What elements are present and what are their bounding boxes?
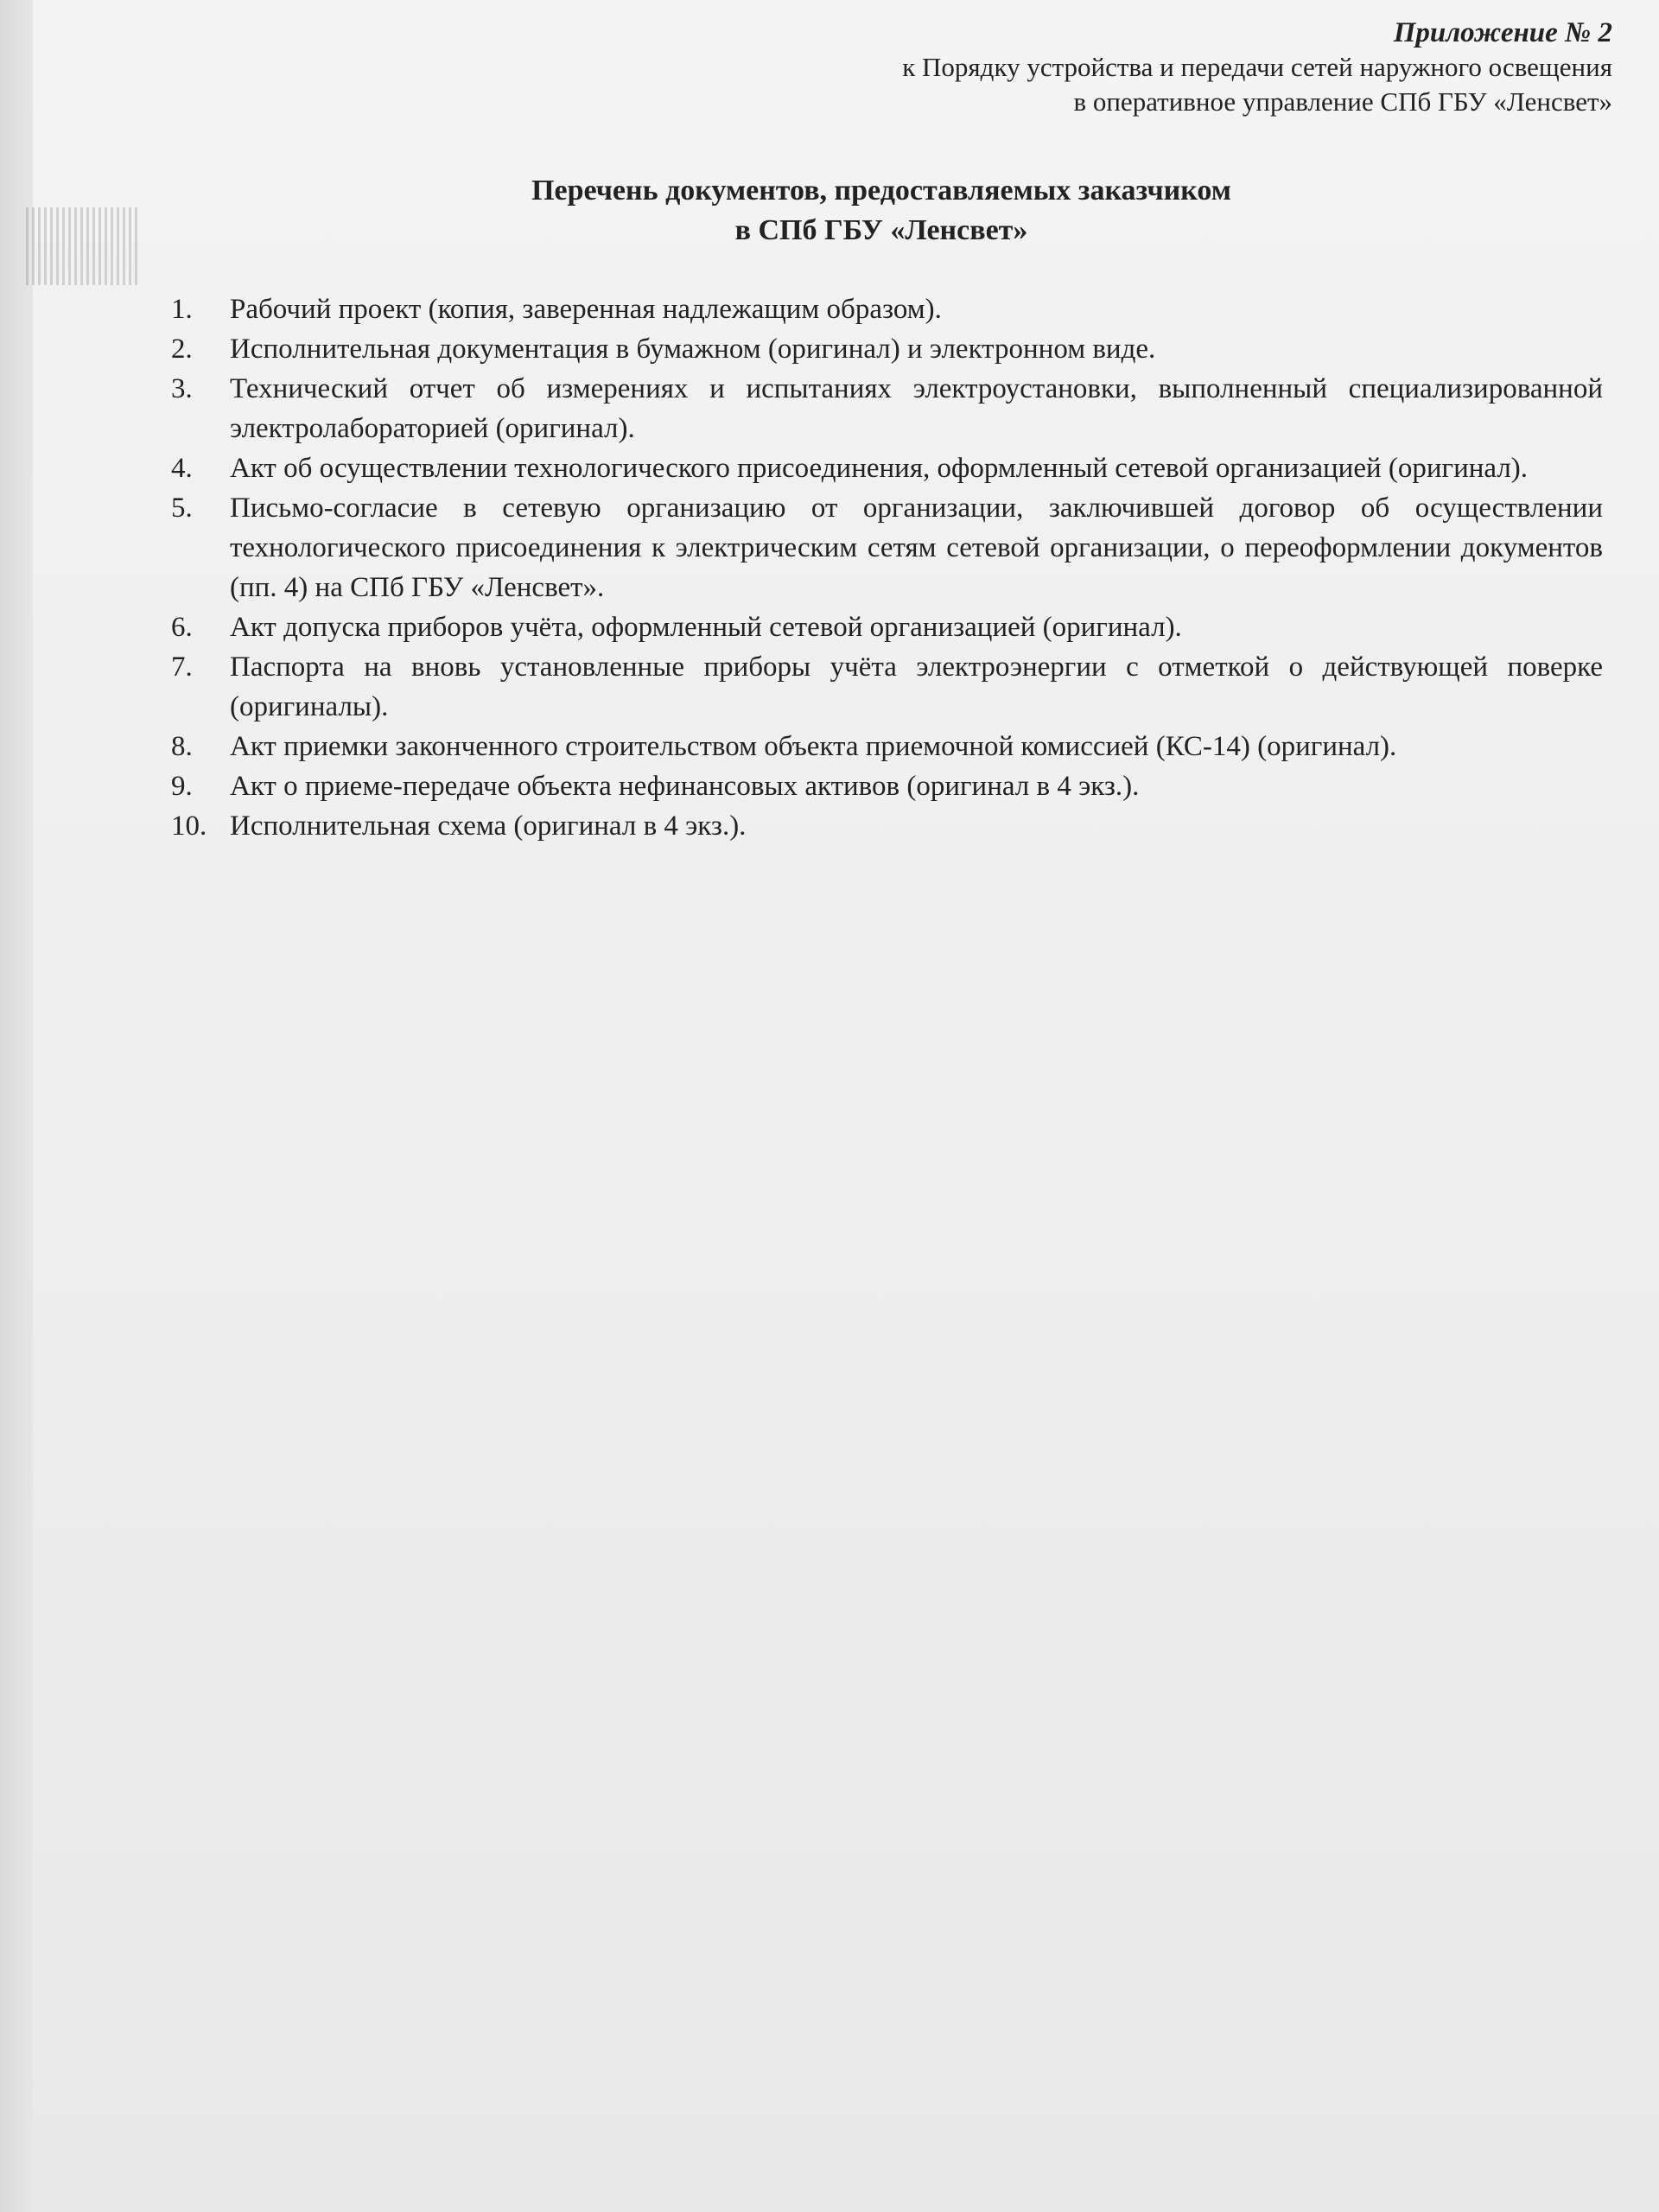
list-item: [164, 766, 1603, 806]
item-text: Акт приемки законченного строительством объекта приемочной комиссией (КС-14) (оригинал).: [230, 731, 1397, 762]
list-item: [164, 289, 1603, 329]
appendix-block: [902, 16, 1612, 119]
item-number: 3.: [171, 373, 193, 404]
item-number: 7.: [171, 652, 193, 683]
item-text: Рабочий проект (копия, заверенная надлежащим образом).: [230, 294, 942, 325]
list-item: [164, 806, 1603, 846]
item-number: 10.: [171, 810, 207, 842]
document-heading: [363, 171, 1400, 251]
appendix-line-1: к Порядку устройства и передачи сетей наружного освещения: [902, 52, 1612, 82]
list-item: [164, 448, 1603, 488]
list-item: [164, 727, 1603, 766]
item-number: 2.: [171, 334, 193, 365]
document-list: [164, 289, 1603, 846]
appendix-title: Приложение № 2: [1393, 17, 1612, 48]
list-item: [164, 329, 1603, 369]
item-text: Акт о приеме-передаче объекта нефинансовых активов (оригинал в 4 экз.).: [230, 771, 1140, 802]
item-text: Паспорта на вновь установленные приборы учёта электроэнергии с отметкой о действующей поверке (оригиналы).: [230, 652, 1603, 722]
appendix-line-2: в оперативное управление СПб ГБУ «Ленсвет»: [1073, 86, 1612, 117]
item-text: Исполнительная документация в бумажном (оригинал) и электронном виде.: [230, 334, 1156, 365]
item-number: 9.: [171, 771, 193, 802]
item-number: 8.: [171, 731, 193, 762]
item-text: Акт об осуществлении технологического присоединения, оформленный сетевой организацией (оригинал).: [230, 453, 1529, 484]
list-item: [164, 647, 1603, 727]
desk-background: [0, 0, 33, 2212]
list-item: [164, 488, 1603, 607]
heading-line-1: Перечень документов, предоставляемых заказчиком: [531, 175, 1231, 207]
list-item: [164, 369, 1603, 448]
item-number: 1.: [171, 294, 193, 325]
scan-artifact: [26, 207, 138, 285]
heading-line-2: в СПб ГБУ «Ленсвет»: [734, 214, 1028, 246]
item-number: 5.: [171, 493, 193, 524]
item-text: Акт допуска приборов учёта, оформленный сетевой организацией (оригинал).: [230, 612, 1182, 643]
item-text: Письмо-согласие в сетевую организацию от организации, заключившей договор об осуществлении технологического присоединения к электрическим сетям сетевой организации, о переоформлении документов (пп. 4) на СПб ГБУ «Ленсвет».: [230, 493, 1603, 603]
item-number: 6.: [171, 612, 193, 643]
item-text: Исполнительная схема (оригинал в 4 экз.).: [230, 810, 747, 842]
item-number: 4.: [171, 453, 193, 484]
list-item: [164, 607, 1603, 647]
item-text: Технический отчет об измерениях и испытаниях электроустановки, выполненный специализированной электролабораторией (оригинал).: [230, 373, 1603, 444]
